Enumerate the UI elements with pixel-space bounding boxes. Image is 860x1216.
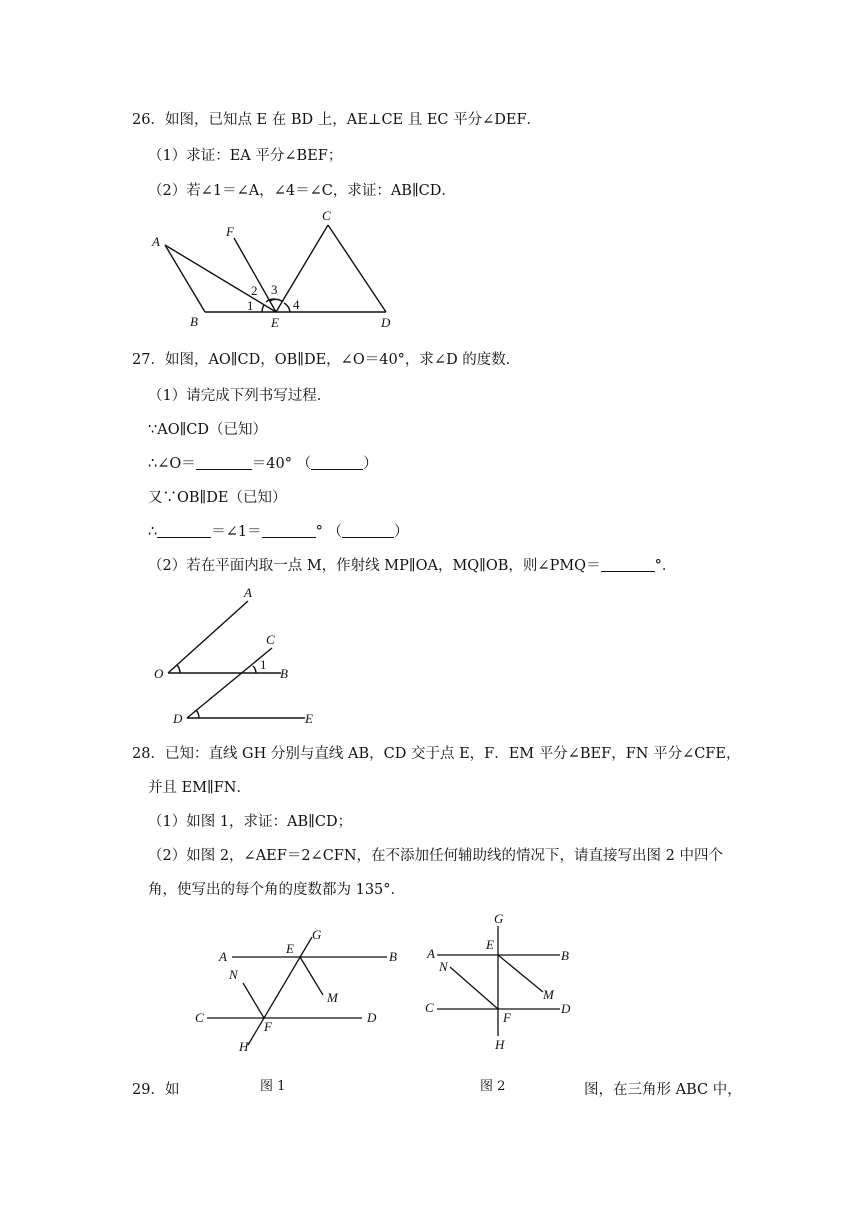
fig1-label-a: A: [219, 949, 227, 964]
fig2-caption: 图 2: [480, 1079, 506, 1094]
q27-step1: ∵AO∥CD（已知）: [148, 422, 268, 438]
q26-label-c: C: [322, 208, 331, 223]
q27-label-e: E: [305, 711, 313, 726]
fig1-label-b: B: [389, 949, 397, 964]
q27-step2-end: ）: [363, 456, 378, 472]
q26-part2: （2）若∠1＝∠A，∠4＝∠C，求证：AB∥CD．: [148, 183, 456, 199]
q29-end: 图，在三角形 ABC 中，: [584, 1082, 742, 1098]
q26-label-b: B: [190, 314, 198, 329]
fig2-label-h: H: [495, 1037, 505, 1052]
q26-stem: 26．如图，已知点 E 在 BD 上，AE⊥CE 且 EC 平分∠DEF．: [132, 112, 542, 128]
q27-part2-text: （2）若在平面内取一点 M，作射线 MP∥OA，MQ∥OB，则∠PMQ＝: [148, 558, 601, 574]
fig1-label-f: F: [264, 1019, 272, 1034]
q27-step4-start: ∴: [148, 524, 158, 540]
fig1-label-d: D: [367, 1010, 377, 1025]
q27-part2-unit: °．: [654, 558, 677, 574]
q28-stem: 28．已知：直线 GH 分别与直线 AB，CD 交于点 E，F．EM 平分∠BEF，FN 平分∠CFE，: [132, 746, 741, 762]
fig1-label-m: M: [327, 990, 338, 1005]
q27-step4-mid2: ° （: [315, 524, 342, 540]
q27-step2-start: ∴∠O＝: [148, 456, 196, 472]
q27-step4-end: ）: [393, 524, 409, 540]
q26-angle-1: 1: [247, 298, 254, 313]
q26-angle-3: 3: [271, 282, 278, 297]
q27-step3: 又∵OB∥DE（已知）: [148, 490, 287, 506]
fig1-label-g: G: [312, 927, 322, 942]
q26-label-d: D: [381, 315, 391, 330]
fig2-label-a: A: [427, 946, 435, 961]
fig2-label-m: M: [543, 987, 554, 1002]
q27-label-o: O: [154, 666, 164, 681]
q26-label-f: F: [226, 224, 234, 239]
fig2-label-e: E: [486, 937, 494, 952]
fig2-label-f: F: [503, 1010, 511, 1025]
q27-label-b: B: [280, 666, 288, 681]
fig1-caption: 图 1: [260, 1079, 286, 1094]
q27-angle-1: 1: [260, 657, 267, 672]
q28-part1: （1）如图 1，求证：AB∥CD；: [148, 814, 353, 830]
q26-angle-2: 2: [251, 283, 258, 298]
fig1-label-h: H: [239, 1039, 249, 1054]
fig2-label-g: G: [494, 911, 504, 926]
fig2-label-c: C: [425, 1000, 434, 1015]
fig2-label-b: B: [561, 948, 569, 963]
q28-stem2: 并且 EM∥FN．: [148, 780, 251, 796]
q27-label-d: D: [173, 711, 183, 726]
q28-part2: （2）如图 2，∠AEF＝2∠CFN，在不添加任何辅助线的情况下，请直接写出图 2 中四个: [148, 848, 723, 864]
q27-step2-mid: ＝40° （: [251, 456, 312, 472]
q26-label-a: A: [152, 234, 160, 249]
fig1-label-c: C: [195, 1010, 204, 1025]
q27-label-a: A: [244, 585, 252, 600]
fig2-label-d: D: [561, 1001, 571, 1016]
q26-label-e: E: [271, 315, 279, 330]
fig2-label-n: N: [439, 959, 448, 974]
fig1-label-n: N: [229, 967, 238, 982]
q28-part2-cont: 角，使写出的每个角的度数都为 135°．: [148, 882, 406, 898]
q26-angle-4: 4: [293, 297, 300, 312]
fig1-label-e: E: [286, 941, 294, 956]
q27-step4-mid: ＝∠1＝: [211, 524, 262, 540]
q29-start: 29．如: [132, 1082, 180, 1098]
q26-part1: （1）求证：EA 平分∠BEF；: [148, 148, 343, 164]
q27-part1: （1）请完成下列书写过程．: [148, 388, 332, 404]
q27-stem: 27．如图，AO∥CD，OB∥DE，∠O＝40°，求∠D 的度数．: [132, 352, 521, 368]
q27-label-c: C: [266, 632, 275, 647]
